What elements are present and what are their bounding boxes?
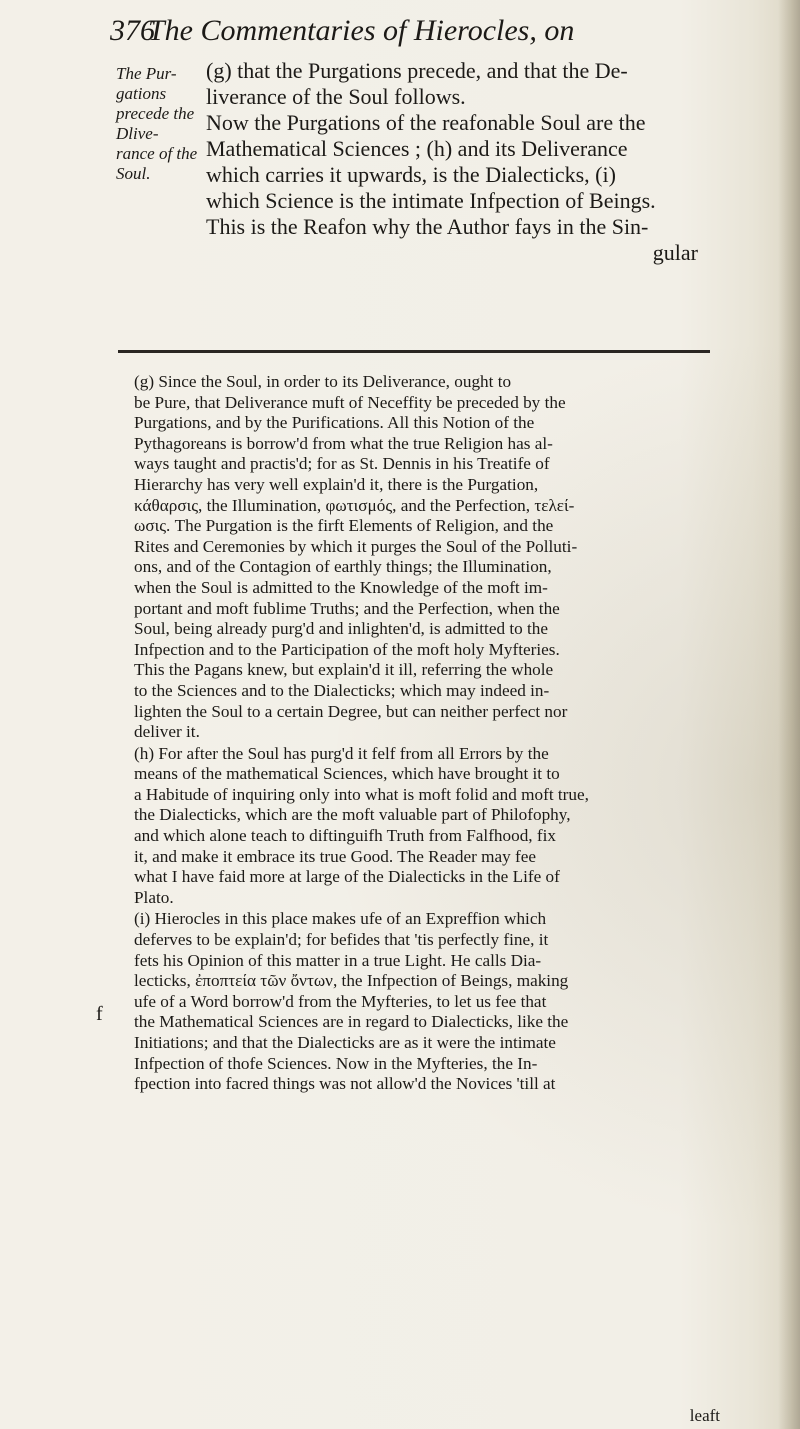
sidenote-line: Dlive-	[116, 124, 159, 143]
page-catchword: leaft	[689, 1406, 720, 1425]
sidenote-line: gations	[116, 84, 167, 103]
footnote-line: Purgations, and by the Purifications. All this Notion of the	[134, 413, 535, 433]
main-text-line: This is the Reafon why the Author fays in the Sin-	[206, 214, 649, 239]
footnote-line: Pythagoreans is borrow'd from what the true Religion has al-	[134, 433, 553, 453]
footnote-line: κάθαρσις, the Illumination, φωτισμός, and the Perfection, τελεί-	[134, 495, 575, 515]
footnote-g	[118, 372, 714, 743]
main-text-line: (g) that the Purgations precede, and that the De-	[206, 58, 628, 83]
footnote-line: it, and make it embrace its true Good. The Reader may fee	[134, 846, 537, 866]
footnote-line: Plato.	[134, 887, 174, 907]
footnote-line: This the Pagans knew, but explain'd it ill, referring the whole	[134, 660, 554, 680]
footnote-line: means of the mathematical Sciences, which have brought it to	[134, 764, 560, 784]
footnote-line: to the Sciences and to the Dialecticks; which may indeed in-	[134, 680, 550, 700]
footnote-line: a Habitude of inquiring only into what is moft folid and moft true,	[134, 784, 589, 804]
footnote-line: Infpection and to the Participation of the moft holy Myfteries.	[134, 639, 560, 659]
footnote-line: portant and moft fublime Truths; and the Perfection, when the	[134, 598, 560, 618]
footnote-line: Hierarchy has very well explain'd it, there is the Purgation,	[134, 474, 539, 494]
footnote-line: deliver it.	[134, 722, 200, 742]
footnotes	[118, 372, 714, 1096]
footnote-line: lighten the Soul to a certain Degree, but can neither perfect nor	[134, 701, 568, 721]
footnote-line: what I have faid more at large of the Dialecticks in the Life of	[134, 867, 560, 887]
main-text-line: which carries it upwards, is the Dialecticks, (i)	[206, 162, 616, 187]
footnote-line: ways taught and practis'd; for as St. Dennis in his Treatife of	[134, 454, 550, 474]
footnote-line: the Dialecticks, which are the moft valuable part of Philofophy,	[134, 805, 571, 825]
sidenote-line: precede the	[116, 104, 195, 123]
footnote-line: Soul, being already purg'd and inlighten'd, is admitted to the	[134, 619, 549, 639]
main-text-catchword: gular	[652, 240, 698, 265]
footnote-line: ons, and of the Contagion of earthly things; the Illumination,	[134, 557, 552, 577]
footnote-i	[118, 909, 714, 1094]
footnote-line: when the Soul is admitted to the Knowledge of the moft im-	[134, 577, 548, 597]
footnote-line: deferves to be explain'd; for befides that 'tis perfectly fine, it	[134, 930, 549, 950]
footnote-h	[118, 744, 714, 909]
page-header	[110, 14, 710, 54]
footnote-line: be Pure, that Deliverance muft of Neceffity be preceded by the	[134, 392, 566, 412]
sidenote-line: Soul.	[116, 164, 151, 183]
footnote-line: ωσις. The Purgation is the firft Elements of Religion, and the	[134, 516, 554, 536]
running-title: The Commentaries of Hierocles, on	[148, 14, 575, 47]
main-text-line: Mathematical Sciences ; (h) and its Deliverance	[206, 136, 628, 161]
main-text-line: which Science is the intimate Infpection of Beings.	[206, 188, 656, 213]
footnote-line: (h) For after the Soul has purg'd it felf from all Errors by the	[134, 743, 549, 763]
footnote-line: Initiations; and that the Dialecticks are as it were the intimate	[134, 1033, 556, 1052]
page-edge-shadow	[778, 0, 800, 1429]
sidenote-line: The Pur-	[116, 64, 177, 83]
main-text	[206, 58, 706, 266]
footnote-line: Infpection of thofe Sciences. Now in the Myfteries, the In-	[134, 1053, 538, 1073]
footnote-line: (i) Hierocles in this place makes ufe of an Expreffion which	[134, 909, 547, 929]
footnote-line: lecticks, ἐποπτεία τῶν ὄντων, the Infpection of Beings, making	[134, 971, 569, 991]
main-text-line: Now the Purgations of the reafonable Soul are the	[206, 110, 646, 135]
footnote-line: ufe of a Word borrow'd from the Myfteries, to let us fee that	[134, 991, 547, 1011]
margin-mark: f	[96, 1003, 103, 1025]
footnote-line: (g) Since the Soul, in order to its Deliverance, ought to	[134, 372, 512, 391]
footnote-rule	[118, 350, 710, 353]
margin-sidenote	[116, 64, 196, 184]
footnote-line: and which alone teach to diftinguifh Truth from Falfhood, fix	[134, 826, 556, 846]
footnote-line: Rites and Ceremonies by which it purges the Soul of the Polluti-	[134, 536, 578, 556]
page-number: 376	[110, 14, 155, 47]
footnote-line: fpection into facred things was not allow'd the Novices 'till at	[134, 1074, 556, 1094]
footnote-line: the Mathematical Sciences are in regard to Dialecticks, like the	[134, 1012, 569, 1032]
footnote-line: fets his Opinion of this matter in a true Light. He calls Dia-	[134, 950, 542, 970]
main-text-line: liverance of the Soul follows.	[206, 84, 466, 109]
sidenote-line: rance of the	[116, 144, 198, 163]
